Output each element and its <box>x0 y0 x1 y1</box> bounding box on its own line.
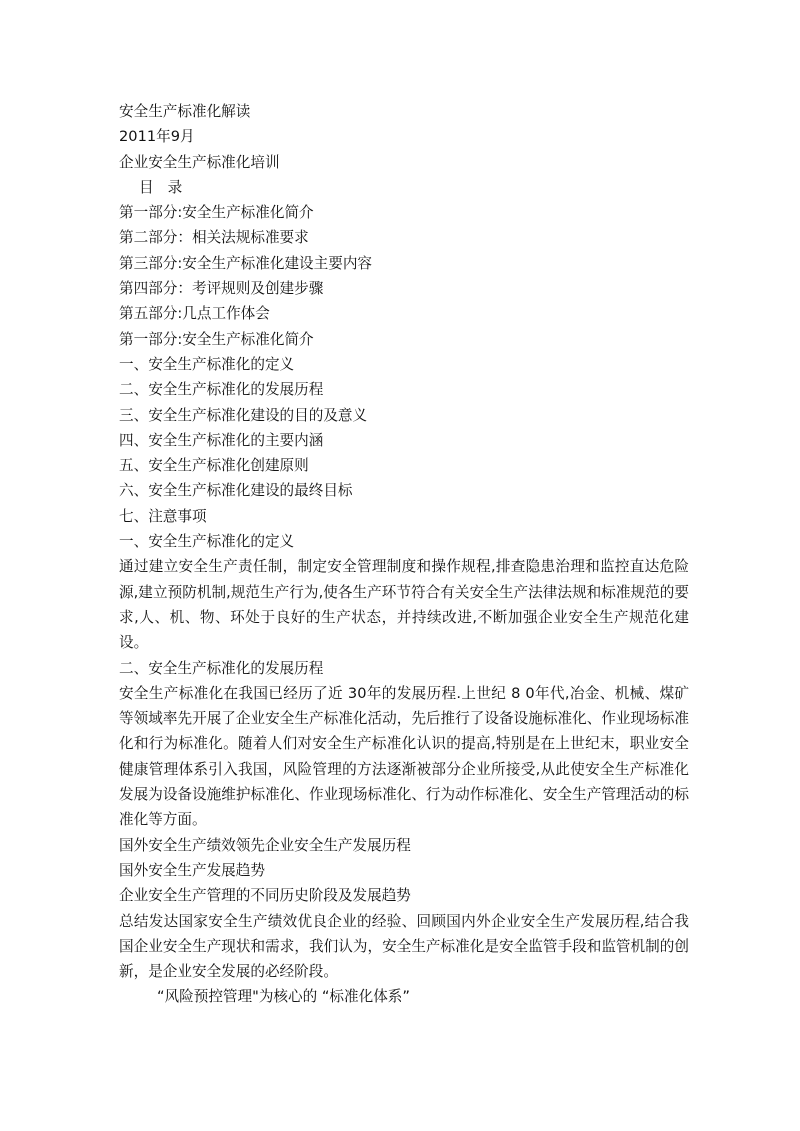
toc-item-part5: 第五部分:几点工作体会 <box>119 305 270 323</box>
foreign-trend-line: 国外安全生产发展趋势 <box>119 861 265 879</box>
section2-heading: 二、安全生产标准化的发展历程 <box>119 659 324 677</box>
document-date: 2011年9月 <box>119 128 195 146</box>
closing-quote-line: “风险预控管理"为核心的 “标准化体系” <box>157 988 410 1006</box>
part1-item-goal: 六、安全生产标准化建设的最终目标 <box>119 482 353 500</box>
management-stages-line: 企业安全生产管理的不同历史阶段及发展趋势 <box>119 887 411 905</box>
section1-heading: 一、安全生产标准化的定义 <box>119 533 295 551</box>
section2-paragraph: 安全生产标准化在我国已经历了近 30年的发展历程.上世纪 8 0年代,冶金、机械、煤矿等领域率先开展了企业安全生产标准化活动，先后推行了设备设施标准化、作业现场标准化和行为标准化。随着人们对安全生产标准化认识的提高,特别是在上世纪末，职业安全健康管理体系引入我国，风险管理的方法逐渐被部分企业所接受,从此使安全生产标准化发展为设备设施维护标准化、作业现场标准化、行为动作标准化、安全生产管理活动的标准化等方面。 <box>119 684 689 829</box>
toc-item-part4: 第四部分：考评规则及创建步骤 <box>119 280 324 298</box>
part1-item-purpose: 三、安全生产标准化建设的目的及意义 <box>119 406 368 424</box>
document-title: 安全生产标准化解读 <box>119 103 251 120</box>
summary-paragraph: 总结发达国家安全生产绩效优良企业的经验、回顾国内外企业安全生产发展历程,结合我国企业安全生产现状和需求，我们认为，安全生产标准化是安全监管手段和监管机制的创新，是企业安全发展的必经阶段。 <box>119 912 689 981</box>
toc-item-part1: 第一部分:安全生产标准化简介 <box>119 204 314 222</box>
document-body <box>119 99 689 1010</box>
foreign-leading-companies-line: 国外安全生产绩效领先企业安全生产发展历程 <box>119 836 411 854</box>
part1-heading: 第一部分:安全生产标准化简介 <box>119 330 314 348</box>
part1-item-history: 二、安全生产标准化的发展历程 <box>119 381 324 399</box>
section1-paragraph: 通过建立安全生产责任制，制定安全管理制度和操作规程,排查隐患治理和监控直达危险源,建立预防机制,规范生产行为,使各生产环节符合有关安全生产法律法规和标准规范的要求,人、机、物、环处于良好的生产状态，并持续改进,不断加强企业安全生产规范化建设。 <box>119 558 689 652</box>
part1-item-notes: 七、注意事项 <box>119 507 207 525</box>
part1-item-connotation: 四、安全生产标准化的主要内涵 <box>119 431 324 449</box>
toc-item-part3: 第三部分:安全生产标准化建设主要内容 <box>119 254 373 272</box>
part1-item-definition: 一、安全生产标准化的定义 <box>119 355 295 373</box>
document-subtitle: 企业安全生产标准化培训 <box>119 153 280 171</box>
part1-item-principles: 五、安全生产标准化创建原则 <box>119 457 309 475</box>
toc-heading: 目录 <box>139 178 197 196</box>
toc-item-part2: 第二部分：相关法规标准要求 <box>119 229 309 247</box>
